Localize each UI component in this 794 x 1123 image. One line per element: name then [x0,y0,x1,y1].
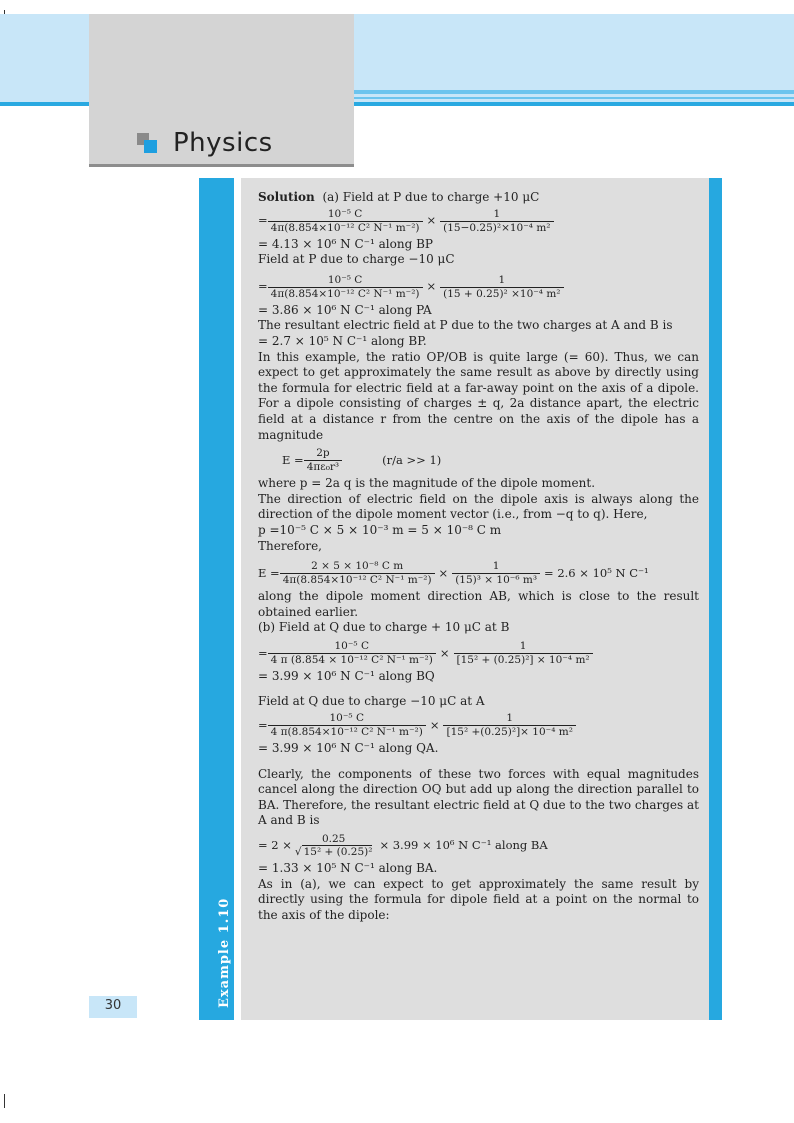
field-q-neg: Field at Q due to charge −10 μC at A [258,694,485,709]
eq2-num2: 1 [498,273,506,286]
page-number: 30 [104,998,122,1013]
eq3-den2: (15)³ × 10⁻⁶ m³ [452,573,540,587]
eq3-num2: 1 [492,560,500,573]
eq5-num1: 10⁻⁵ C [329,712,364,725]
eq5-den1: 4 π(8.854×10⁻¹² C² N⁻¹ m⁻²) [268,725,426,739]
header-rule-thin [354,90,794,94]
field-p-neg: Field at P due to charge −10 μC [258,252,455,267]
example-sidebar [199,178,234,1020]
eq-E-condition: (r/a >> 1) [382,452,442,467]
eq5-den2: [15² +(0.25)²]× 10⁻⁴ m² [443,725,575,739]
equation-1: = $\frac{\text{10⁻⁵ C}}{\text{4π(8.854×10⁻¹² C² N⁻¹ m⁻²)}}$ × $\frac{1}{\text{(15−0.25)²×10⁻⁴ m²}}$ [258,208,699,235]
eq3-den1: 4π(8.854×10⁻¹² C² N⁻¹ m⁻²) [280,573,435,587]
eq1-result: = 4.13 × 10⁶ N C⁻¹ along BP [258,236,433,251]
eq3-lhs: E = [258,565,280,580]
solution-content [258,190,699,923]
eq5-result: = 3.99 × 10⁶ N C⁻¹ along QA. [258,741,439,756]
equation-5: = $\frac{\text{10⁻⁵ C}}{\text{4 π(8.854×10⁻¹² C² N⁻¹ m⁻²)}}$ × $\frac{1}{\text{[15² +(0.25)²]× 10⁻⁴ m²}}$ [258,712,699,739]
eq2-num1: 10⁻⁵ C [327,273,363,286]
clearly-paragraph: Clearly, the components of these two forces with equal magnitudes cancel along the direction OQ but add up along the direction parallel to BA. Therefore, the resultant electric field at Q due to the two charges at A and B is [258,766,699,828]
eq3-num1: 2 × 5 × 10⁻⁸ C m [311,560,404,573]
solution-intro-line [258,190,699,206]
resultant-p-line1: The resultant electric field at P due to the two charges at A and B is [258,318,673,333]
along-ab: along the dipole moment direction AB, which is close to the result obtained earlier. [258,589,699,619]
paragraph-ratio: In this example, the ratio OP/OB is quite large (= 60). Thus, we can expect to get approximately the same result as above by directly using the formula for electric field at a far-away point on the axis of a dipole. For a dipole consisting of charges ± q, 2a distance apart, the electric field at a distance r from the centre on the axis of the dipole has a magnitude [258,349,699,442]
p-value: p =10⁻⁵ C × 5 × 10⁻³ m = 5 × 10⁻⁸ C m [258,522,502,537]
eq1-num1: 10⁻⁵ C [327,207,363,220]
where-p: where p = 2a q is the magnitude of the dipole moment. [258,476,596,491]
eq1-den2: (15−0.25)²×10⁻⁴ m² [440,221,553,235]
eq4-den2: [15² + (0.25)²] × 10⁻⁴ m² [454,653,593,667]
eq6-num: 0.25 [321,833,346,846]
part-a-intro: (a) Field at P due to charge +10 μC [322,190,540,204]
resultant-p-line2: = 2.7 × 10⁵ N C⁻¹ along BP. [258,333,427,348]
crop-mark-bottom [4,1094,5,1108]
equation-3: E = $\frac{\text{2 × 5 × 10⁻⁸ C m}}{\text{4π(8.854×10⁻¹² C² N⁻¹ m⁻²)}}$ × $\frac{1}{\text{(15)³ × 10⁻⁶ m³}}$ = 2.6 × 10⁵ N C⁻¹ [258,560,649,587]
equation-E [282,447,699,474]
solution-heading: Solution [258,190,315,204]
equation-4: = $\frac{\text{10⁻⁵ C}}{\text{4 π (8.854 × 10⁻¹² C² N⁻¹ m⁻²)}}$ × $\frac{1}{\text{[15² + (0.25)²] × 10⁻⁴ m²}}$ [258,640,699,667]
eq1-den1: 4π(8.854×10⁻¹² C² N⁻¹ m⁻²) [268,221,423,235]
eq-E-lhs: E = [282,452,304,467]
equation-2: = $\frac{\text{10⁻⁵ C}}{\text{4π(8.854×10⁻¹² C² N⁻¹ m⁻²)}}$ × $\frac{1}{\text{(15 + 0.25)² ×10⁻⁴ m²}}$ [258,274,699,301]
chapter-title: Physics [173,128,273,158]
eq-E-den: 4πε₀r³ [304,460,342,474]
part-b-intro: (b) Field at Q due to charge + 10 μC at B [258,620,510,635]
example-label: Example 1.10 [217,897,232,1008]
eq2-den1: 4π(8.854×10⁻¹² C² N⁻¹ m⁻²) [268,287,423,301]
eq1-num2: 1 [493,207,501,220]
eq2-result: = 3.86 × 10⁶ N C⁻¹ along PA [258,302,432,317]
final-paragraph: As in (a), we can expect to get approximately the same result by directly using the formula for dipole field at a point on the normal to the axis of the dipole: [258,876,699,922]
eq6-lhs: = 2 × [258,838,292,853]
eq3-result: = 2.6 × 10⁵ N C⁻¹ [544,565,649,580]
therefore: Therefore, [258,538,322,553]
eq5-num2: 1 [506,712,514,725]
eq2-den2: (15 + 0.25)² ×10⁻⁴ m² [440,287,563,301]
eq-E-num: 2p [316,447,330,460]
eq4-result: = 3.99 × 10⁶ N C⁻¹ along BQ [258,668,435,683]
chapter-logo-icon-accent [144,140,157,153]
eq4-num2: 1 [519,639,527,652]
direction-text: The direction of electric field on the dipole axis is always along the direction of the dipole moment vector (i.e., from −q to q). Here, [258,491,699,522]
eq4-num1: 10⁻⁵ C [334,639,369,652]
equation-6: = 2 × 0.25 √ 15² + (0.25)² × 3.99 × 10⁶ N C⁻¹ along BA [258,833,548,859]
chapter-header-underline [89,164,354,167]
header-rule-thinner [354,97,794,99]
eq6-rhs: × 3.99 × 10⁶ N C⁻¹ along BA [379,838,548,853]
eq4-den1: 4 π (8.854 × 10⁻¹² C² N⁻¹ m⁻²) [268,653,436,667]
eq6-result: = 1.33 × 10⁵ N C⁻¹ along BA. [258,861,438,876]
eq6-den: 15² + (0.25)² [303,846,373,859]
example-panel-edge [709,178,722,1020]
